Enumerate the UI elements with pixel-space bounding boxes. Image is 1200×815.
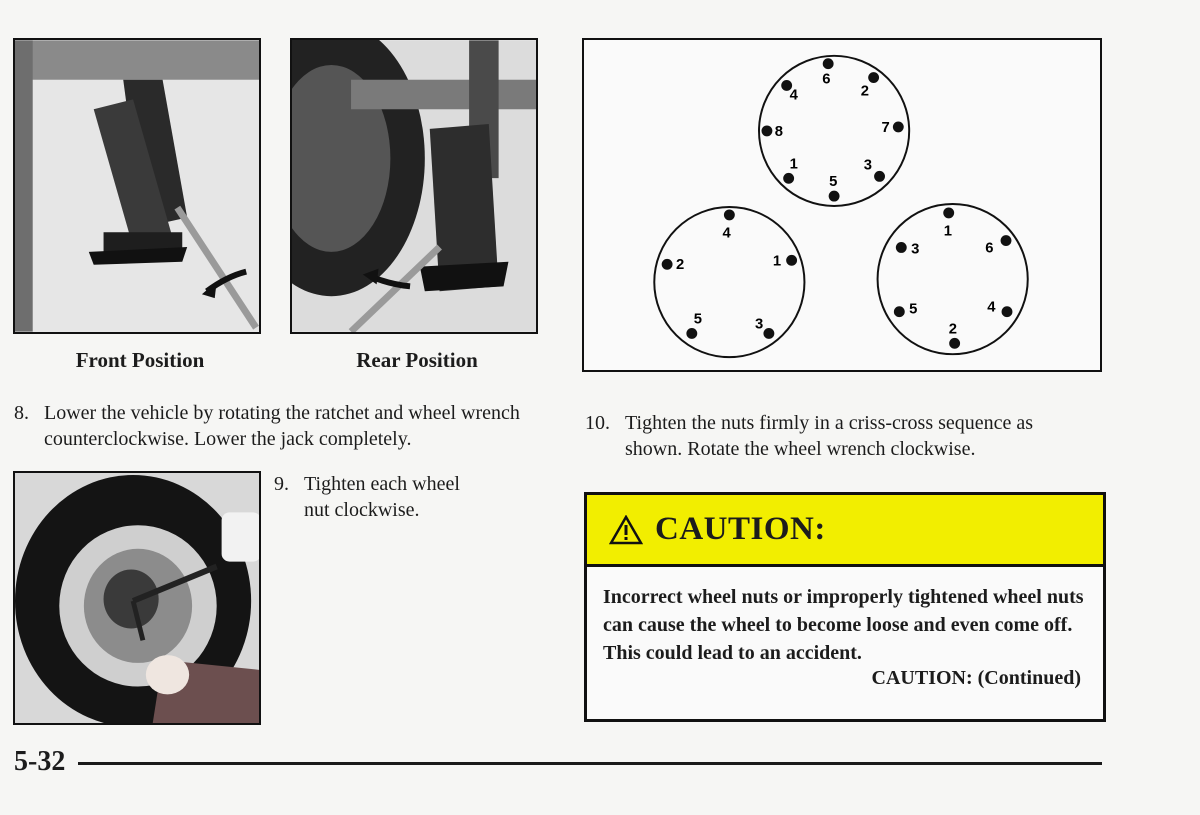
rear-position-caption: Rear Position <box>356 348 478 372</box>
five-lug-label-1: 1 <box>772 253 782 270</box>
five-lug-label-2: 2 <box>676 257 685 274</box>
caution-title: CAUTION: <box>655 511 826 547</box>
front-jack-illustration <box>15 40 259 332</box>
eight-lug-label-6: 6 <box>822 71 831 88</box>
eight-lug-label-8: 8 <box>774 123 784 140</box>
five-lug-label-4: 4 <box>722 225 731 242</box>
wheel-tightening-photo <box>13 471 261 725</box>
step-8-text: Lower the vehicle by rotating the ratchet and wheel wrench counterclockwise. Lower the jack completely. <box>44 402 520 450</box>
rear-jack-illustration <box>292 40 536 332</box>
page-number: 5-32 <box>14 746 66 777</box>
wheel-wrench-illustration <box>15 473 259 723</box>
eight-lug-label-2: 2 <box>860 83 870 100</box>
caution-box <box>584 492 1106 722</box>
footer-rule <box>78 762 1102 765</box>
step-9-line2: nut clockwise. <box>304 499 420 521</box>
step-8-number: 8. <box>14 402 29 424</box>
six-lug-label-5: 5 <box>909 301 918 318</box>
caution-header <box>587 495 1103 567</box>
six-lug-label-3: 3 <box>911 241 920 258</box>
caution-body: Incorrect wheel nuts or improperly tightened wheel nuts can cause the wheel to become loose and even come off. This could lead to an accident. <box>603 586 1084 664</box>
six-lug-label-4: 4 <box>987 299 996 316</box>
step-9 <box>274 471 524 523</box>
eight-lug-label-4: 4 <box>789 87 798 104</box>
step-10-text: Tighten the nuts firmly in a criss-cross sequence as shown. Rotate the wheel wrench clockwise. <box>625 412 1034 460</box>
eight-lug-label-3: 3 <box>863 157 872 174</box>
six-lug-label-2: 2 <box>948 321 957 338</box>
eight-lug-label-5: 5 <box>829 174 838 191</box>
caution-continued: CAUTION: (Continued) <box>871 667 1081 689</box>
five-lug-wheel <box>654 207 804 357</box>
eight-lug-label-1: 1 <box>789 156 798 173</box>
step-9-number: 9. <box>274 473 289 495</box>
step-10 <box>585 410 1100 462</box>
six-lug-label-1: 1 <box>943 223 953 240</box>
five-lug-label-5: 5 <box>693 311 703 328</box>
nut-sequence-diagram <box>582 38 1102 372</box>
six-lug-label-6: 6 <box>985 240 994 257</box>
eight-lug-label-7: 7 <box>881 119 890 136</box>
front-position-caption: Front Position <box>75 348 205 372</box>
step-9-line1: Tighten each wheel <box>304 473 460 495</box>
front-position-photo <box>13 38 261 334</box>
warning-triangle-icon <box>609 515 643 545</box>
six-lug-wheel <box>878 204 1028 354</box>
step-8 <box>14 400 534 452</box>
rear-position-photo <box>290 38 538 334</box>
eight-lug-wheel <box>759 56 909 206</box>
step-10-number: 10. <box>585 412 610 434</box>
five-lug-label-3: 3 <box>755 316 764 333</box>
